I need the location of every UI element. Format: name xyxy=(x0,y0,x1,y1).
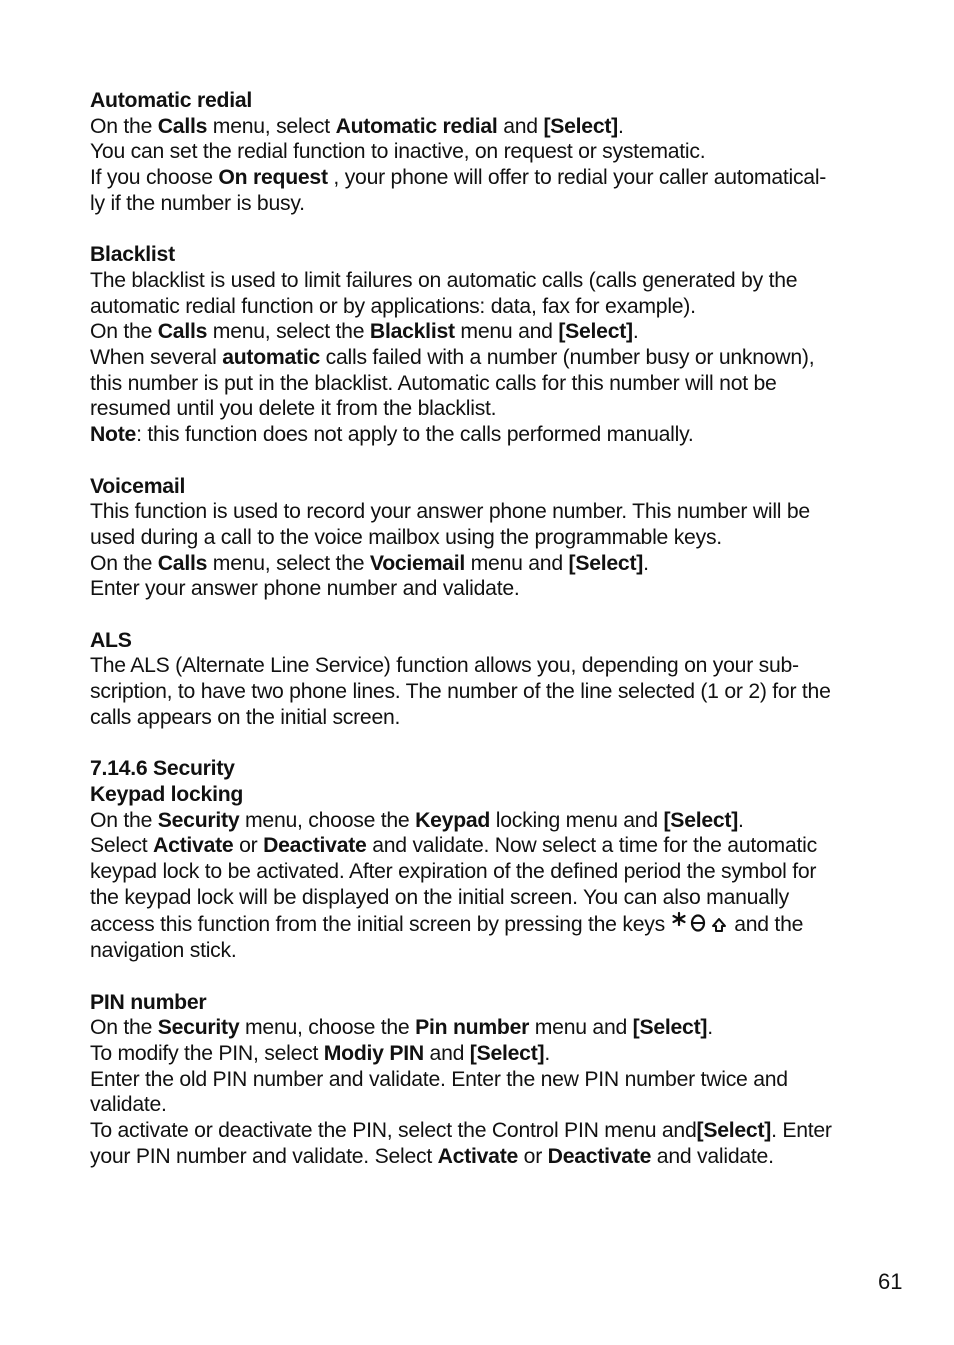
text-run: To activate or deactivate the PIN, select the Control PIN menu and xyxy=(90,1119,697,1143)
text-line xyxy=(90,653,920,679)
text-run: the keypad lock will be displayed on the initial screen. You can also manually xyxy=(90,885,789,909)
text-line xyxy=(90,1015,920,1041)
bold-term: Pin number xyxy=(415,1016,530,1040)
bold-term: [Select] xyxy=(568,551,644,575)
text-line xyxy=(90,938,920,964)
text-run: . xyxy=(643,551,649,575)
bold-term: [Select] xyxy=(663,808,739,832)
text-run: To modify the PIN, select xyxy=(90,1041,324,1065)
text-run: Select xyxy=(90,834,154,858)
text-run: . xyxy=(632,320,639,344)
text-run: calls failed with a number (number busy or unknown), xyxy=(320,346,815,370)
text-run: scription, to have two phone lines. The number of the line selected (1 or 2) for the xyxy=(90,680,831,704)
text-run: and validate. xyxy=(651,1144,774,1168)
text-run: ly if the number is busy. xyxy=(90,191,305,215)
text-run: On the xyxy=(90,808,158,832)
star-key-icon xyxy=(671,910,729,934)
text-run: You can set the redial function to inactive, on request or systematic. xyxy=(90,140,706,164)
text-run: . xyxy=(738,808,744,832)
text-run: menu, select xyxy=(207,114,336,138)
text-line xyxy=(90,679,920,705)
section-2 xyxy=(90,242,920,448)
text-line xyxy=(90,139,920,165)
bold-term: [Select] xyxy=(543,114,618,138)
text-line xyxy=(90,525,920,551)
text-line xyxy=(90,191,920,217)
bold-term: Activate xyxy=(153,834,234,858)
text-run: menu and xyxy=(454,320,559,344)
text-run: and xyxy=(423,1041,470,1065)
text-line xyxy=(90,705,920,731)
text-line xyxy=(90,345,920,371)
text-run: : this function does not apply to the calls performed manually. xyxy=(136,423,694,447)
text-line xyxy=(90,422,920,448)
text-run: . xyxy=(544,1041,550,1065)
text-line xyxy=(90,1144,920,1170)
text-run: menu, select the xyxy=(207,320,370,344)
text-run: menu, select the xyxy=(207,551,370,575)
section-1 xyxy=(90,88,920,217)
text-line xyxy=(90,885,920,911)
section-4 xyxy=(90,628,920,731)
bold-term: [Select] xyxy=(632,1016,708,1040)
text-line xyxy=(90,1041,920,1067)
section-6 xyxy=(90,990,920,1170)
text-run: On the xyxy=(90,114,158,138)
text-line xyxy=(90,1118,920,1144)
text-run: This function is used to record your answer phone number. This number will be xyxy=(90,500,810,524)
text-run: On the xyxy=(90,551,158,575)
text-run: or xyxy=(518,1144,548,1168)
text-line xyxy=(90,268,920,294)
bold-term: Deactivate xyxy=(263,834,367,858)
text-run: and xyxy=(497,114,544,138)
text-run: and the xyxy=(728,913,804,937)
text-run: your PIN number and validate. Select xyxy=(90,1144,438,1168)
text-line xyxy=(90,910,920,938)
text-line xyxy=(90,859,920,885)
text-run: navigation stick. xyxy=(90,939,237,963)
text-line xyxy=(90,294,920,320)
text-run: . xyxy=(707,1016,713,1040)
section-heading: ALS xyxy=(90,628,132,652)
text-line xyxy=(90,319,920,345)
text-run: menu and xyxy=(529,1016,633,1040)
text-run: menu, choose the xyxy=(239,808,416,832)
text-run: automatic redial function or by applications: data, fax for example). xyxy=(90,294,696,318)
section-5 xyxy=(90,756,920,964)
text-run: locking menu and xyxy=(490,808,664,832)
bold-term: Calls xyxy=(157,551,208,575)
text-line xyxy=(90,499,920,525)
text-line xyxy=(90,551,920,577)
text-line xyxy=(90,165,920,191)
manual-page-body xyxy=(90,88,920,1195)
text-run: this number is put in the blacklist. Automatic calls for this number will not be xyxy=(90,371,777,395)
bold-term: [Select] xyxy=(696,1119,772,1143)
text-line xyxy=(90,808,920,834)
text-run: keypad lock to be activated. After expiration of the defined period the symbol for xyxy=(90,860,817,884)
bold-term: Security xyxy=(157,808,240,832)
page-number: 61 xyxy=(878,1269,903,1294)
bold-term: Modiy PIN xyxy=(323,1041,424,1065)
bold-term: Calls xyxy=(157,320,208,344)
text-run: The blacklist is used to limit failures on automatic calls (calls generated by the xyxy=(90,268,798,292)
bold-term: [Select] xyxy=(469,1041,545,1065)
text-run: access this function from the initial screen by pressing the keys xyxy=(90,913,671,937)
text-run: menu and xyxy=(465,551,569,575)
text-run: validate. xyxy=(90,1093,167,1117)
text-run: When several xyxy=(90,346,223,370)
text-run: If you choose xyxy=(90,166,219,190)
text-run: Enter your answer phone number and validate. xyxy=(90,577,520,601)
bold-term: Activate xyxy=(437,1144,519,1168)
bold-term: Automatic redial xyxy=(335,114,498,138)
bold-term: Vociemail xyxy=(369,551,465,575)
text-run: or xyxy=(233,834,264,858)
text-run: , your phone will offer to redial your caller automatical- xyxy=(327,166,827,190)
text-line xyxy=(90,833,920,859)
text-run: menu, choose the xyxy=(239,1016,416,1040)
bold-term: Blacklist xyxy=(369,320,455,344)
section-heading: Voicemail xyxy=(90,474,186,498)
section-heading: Automatic redial xyxy=(90,89,253,112)
text-line xyxy=(90,1092,920,1118)
bold-term: Calls xyxy=(157,114,208,138)
section-3 xyxy=(90,474,920,603)
section-subheading: Keypad locking xyxy=(90,782,244,806)
text-run: and validate. Now select a time for the automatic xyxy=(366,834,817,858)
bold-term: Security xyxy=(157,1016,240,1040)
text-run: On the xyxy=(90,320,158,344)
text-run: The ALS (Alternate Line Service) function allows you, depending on your sub- xyxy=(90,654,799,678)
text-line xyxy=(90,371,920,397)
text-line xyxy=(90,114,920,140)
bold-term: automatic xyxy=(222,346,321,370)
text-run: Enter the old PIN number and validate. Enter the new PIN number twice and xyxy=(90,1067,788,1091)
section-heading: Blacklist xyxy=(90,243,175,267)
text-line xyxy=(90,576,920,602)
text-run: . Enter xyxy=(771,1119,832,1143)
bold-term: Deactivate xyxy=(547,1144,652,1168)
section-heading: 7.14.6 Security xyxy=(90,757,235,781)
text-run: resumed until you delete it from the blacklist. xyxy=(90,397,497,421)
text-run: On the xyxy=(90,1016,158,1040)
text-line xyxy=(90,396,920,422)
bold-term: On request xyxy=(218,166,328,190)
bold-term: Keypad xyxy=(415,808,491,832)
section-heading: PIN number xyxy=(90,990,207,1014)
text-run: calls appears on the initial screen. xyxy=(90,705,401,729)
text-line xyxy=(90,1067,920,1093)
bold-term: Note xyxy=(90,423,137,447)
text-run: . xyxy=(618,114,624,138)
bold-term: [Select] xyxy=(558,320,633,344)
text-run: used during a call to the voice mailbox using the programmable keys. xyxy=(90,525,722,549)
